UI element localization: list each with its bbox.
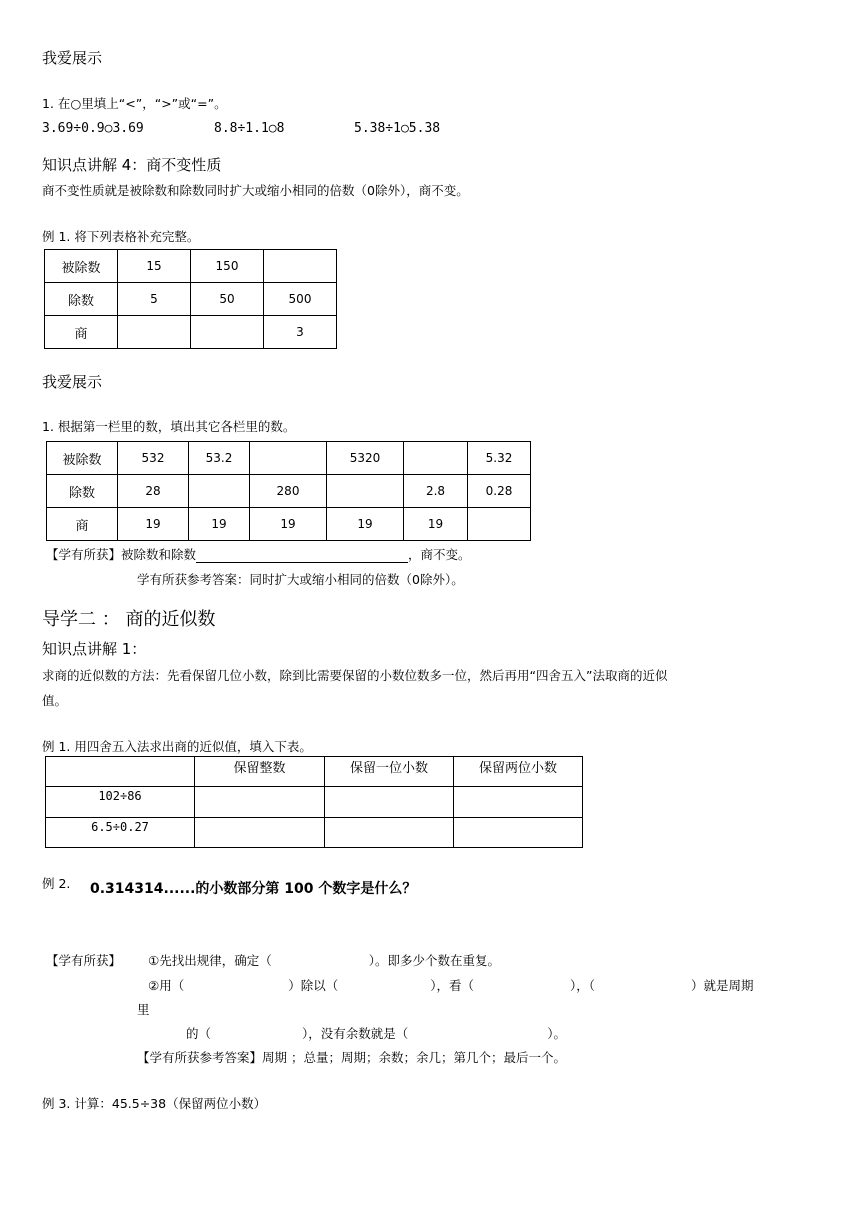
table-cell — [454, 787, 583, 818]
table-cell — [191, 316, 264, 349]
table-cell: 2.8 — [404, 475, 468, 508]
table-cell: 0.28 — [468, 475, 531, 508]
table-cell: 除数 — [45, 283, 118, 316]
text-fragment: ①先找出规律，确定（ — [148, 953, 272, 968]
table-cell: 商 — [45, 316, 118, 349]
table-cell — [46, 757, 195, 787]
knowledge-point-1-text-2: 值。 — [42, 693, 68, 708]
example-3-label: 例 3. 计算：45.5÷38（保留两位小数） — [42, 1096, 267, 1111]
gain-2-line-3: 里 — [137, 1002, 150, 1017]
quotient-table — [46, 441, 531, 541]
section-title-show-1: 我爱展示 — [42, 49, 103, 67]
table-cell: 5 — [118, 283, 191, 316]
table-cell: 商 — [47, 508, 118, 541]
table-cell — [189, 475, 250, 508]
table-cell: 102÷86 — [46, 787, 195, 818]
compare-item-1: 3.69÷0.9○3.69 — [42, 121, 144, 136]
table-cell: 50 — [191, 283, 264, 316]
table-cell: 19 — [118, 508, 189, 541]
text-fragment: ），没有余数就是（ — [302, 1026, 409, 1041]
table-cell — [195, 818, 325, 848]
table-cell — [325, 787, 454, 818]
text-fragment: ）。即多少个数在重复。 — [368, 953, 500, 968]
table-cell: 19 — [404, 508, 468, 541]
table-cell: 15 — [118, 250, 191, 283]
table-cell — [195, 787, 325, 818]
gain-answer-1: 学有所获参考答案：同时扩大或缩小相同的倍数（0除外）。 — [137, 572, 464, 587]
gain-2-line-2 — [148, 976, 754, 994]
table-cell: 3 — [264, 316, 337, 349]
example-2-question: 0.314314......的小数部分第 100 个数字是什么？ — [90, 881, 417, 897]
table-cell — [325, 818, 454, 848]
knowledge-point-1-text-1: 求商的近似数的方法：先看保留几位小数，除到比需要保留的小数位数多一位，然后再用“四舍五入”法取商的近似 — [42, 668, 668, 683]
gain-suffix: ，商不变。 — [408, 547, 471, 562]
table-cell: 532 — [118, 442, 189, 475]
text-fragment: ）。 — [547, 1026, 567, 1041]
table-cell — [118, 316, 191, 349]
table-cell — [250, 442, 327, 475]
table-cell: 53.2 — [189, 442, 250, 475]
text-fragment: ），（ — [570, 978, 596, 993]
table-cell: 19 — [250, 508, 327, 541]
text-fragment: ）除以（ — [288, 978, 339, 993]
table-cell: 150 — [191, 250, 264, 283]
table-cell — [327, 475, 404, 508]
table-header: 保留整数 — [195, 757, 325, 787]
text-fragment: ②用（ — [148, 978, 185, 993]
compare-item-3: 5.38÷1○5.38 — [354, 121, 441, 136]
gain-line-1 — [46, 545, 471, 563]
gain-prefix: 【学有所获】被除数和除数 — [46, 547, 197, 562]
table-cell: 280 — [250, 475, 327, 508]
table-header: 保留一位小数 — [325, 757, 454, 787]
table-cell — [404, 442, 468, 475]
table-cell: 19 — [327, 508, 404, 541]
table-cell: 被除数 — [47, 442, 118, 475]
table-cell: 除数 — [47, 475, 118, 508]
table-cell — [454, 818, 583, 848]
gain-2-line-1 — [148, 951, 500, 969]
section-title-show-2: 我爱展示 — [42, 373, 103, 391]
knowledge-point-4-title: 知识点讲解 4：商不变性质 — [42, 156, 222, 174]
knowledge-point-4-text: 商不变性质就是被除数和除数同时扩大或缩小相同的倍数（0除外），商不变。 — [42, 183, 469, 198]
approximation-table — [45, 756, 583, 848]
question-1-compare: 1. 在○里填上“<”，“>”或“=”。 — [42, 96, 227, 111]
guide-2-title: 导学二 ： 商的近似数 — [42, 609, 216, 630]
table-cell: 5.32 — [468, 442, 531, 475]
example-1-table — [44, 249, 337, 349]
example-2-label: 例 2. — [42, 876, 71, 891]
text-fragment: ）就是周期 — [691, 978, 754, 993]
table-cell: 6.5÷0.27 — [46, 818, 195, 848]
example-1b-label: 例 1. 用四舍五入法求出商的近似值，填入下表。 — [42, 739, 312, 754]
gain-2-prefix: 【学有所获】 — [46, 953, 122, 968]
table-cell: 28 — [118, 475, 189, 508]
table-cell: 被除数 — [45, 250, 118, 283]
gain-2-line-4 — [186, 1024, 566, 1042]
table-cell: 5320 — [327, 442, 404, 475]
compare-item-2: 8.8÷1.1○8 — [214, 121, 285, 136]
text-fragment: 的（ — [186, 1026, 212, 1041]
gain-2-answer: 【学有所获参考答案】周期 ；总量；周期；余数；余几；第几个；最后一个。 — [137, 1050, 566, 1065]
knowledge-point-1-title: 知识点讲解 1： — [42, 640, 147, 658]
table-cell — [468, 508, 531, 541]
example-1-label: 例 1. 将下列表格补充完整。 — [42, 229, 200, 244]
table-cell: 500 — [264, 283, 337, 316]
answer-blank — [196, 550, 408, 563]
table-cell — [264, 250, 337, 283]
table-header: 保留两位小数 — [454, 757, 583, 787]
question-1-fill: 1. 根据第一栏里的数，填出其它各栏里的数。 — [42, 419, 296, 434]
text-fragment: ），看（ — [430, 978, 474, 993]
table-cell: 19 — [189, 508, 250, 541]
